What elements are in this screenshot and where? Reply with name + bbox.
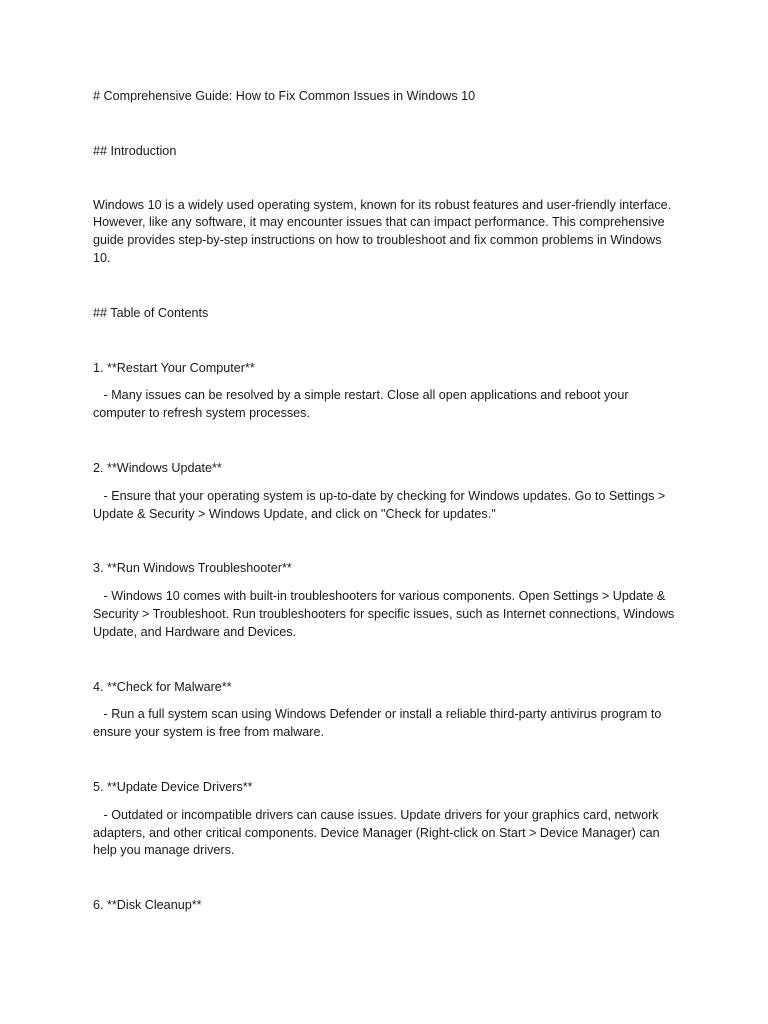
list-item-description: - Many issues can be resolved by a simple restart. Close all open applications and reboot your computer to refresh system processes. [93, 388, 633, 421]
list-item [93, 779, 680, 860]
introduction-paragraph: Windows 10 is a widely used operating system, known for its robust features and user-friendly interface. However, like any software, it may encounter issues that can impact performance. This comprehensive guide provides step-by-step instructions on how to troubleshoot and fix common problems in Windows 10. [93, 197, 675, 265]
introduction-heading: ## Introduction [93, 143, 177, 158]
list-item [93, 460, 680, 523]
list-item-title: 3. **Run Windows Troubleshooter** [93, 561, 292, 576]
list-item-description: - Windows 10 comes with built-in troubleshooters for various components. Open Settings > Update & Security > Troubleshoot. Run troubleshooters for specific issues, such as Internet connections, Windows Update, and Hardware and Devices. [93, 589, 678, 639]
list-item-description: - Outdated or incompatible drivers can cause issues. Update drivers for your graphics card, network adapters, and other critical components. Device Manager (Right-click on Start > Device Manager) can help you manage drivers. [93, 807, 664, 858]
table-of-contents-list [93, 360, 680, 915]
list-item-title: 2. **Windows Update** [93, 460, 222, 475]
list-item-title: 6. **Disk Cleanup** [93, 898, 202, 913]
list-item-title: 1. **Restart Your Computer** [93, 360, 255, 375]
list-item [93, 897, 680, 915]
list-item-description: - Ensure that your operating system is up-to-date by checking for Windows updates. Go to Settings > Update & Security > Windows Update, and click on "Check for updates." [93, 488, 669, 521]
list-item [93, 560, 680, 641]
list-item-description: - Run a full system scan using Windows Defender or install a reliable third-party antivirus program to ensure your system is free from malware. [93, 707, 665, 740]
table-of-contents-heading: ## Table of Contents [93, 305, 209, 320]
list-item [93, 679, 680, 742]
list-item [93, 360, 680, 423]
document-title: # Comprehensive Guide: How to Fix Common Issues in Windows 10 [93, 89, 476, 103]
list-item-title: 4. **Check for Malware** [93, 679, 232, 694]
list-item-title: 5. **Update Device Drivers** [93, 779, 253, 794]
